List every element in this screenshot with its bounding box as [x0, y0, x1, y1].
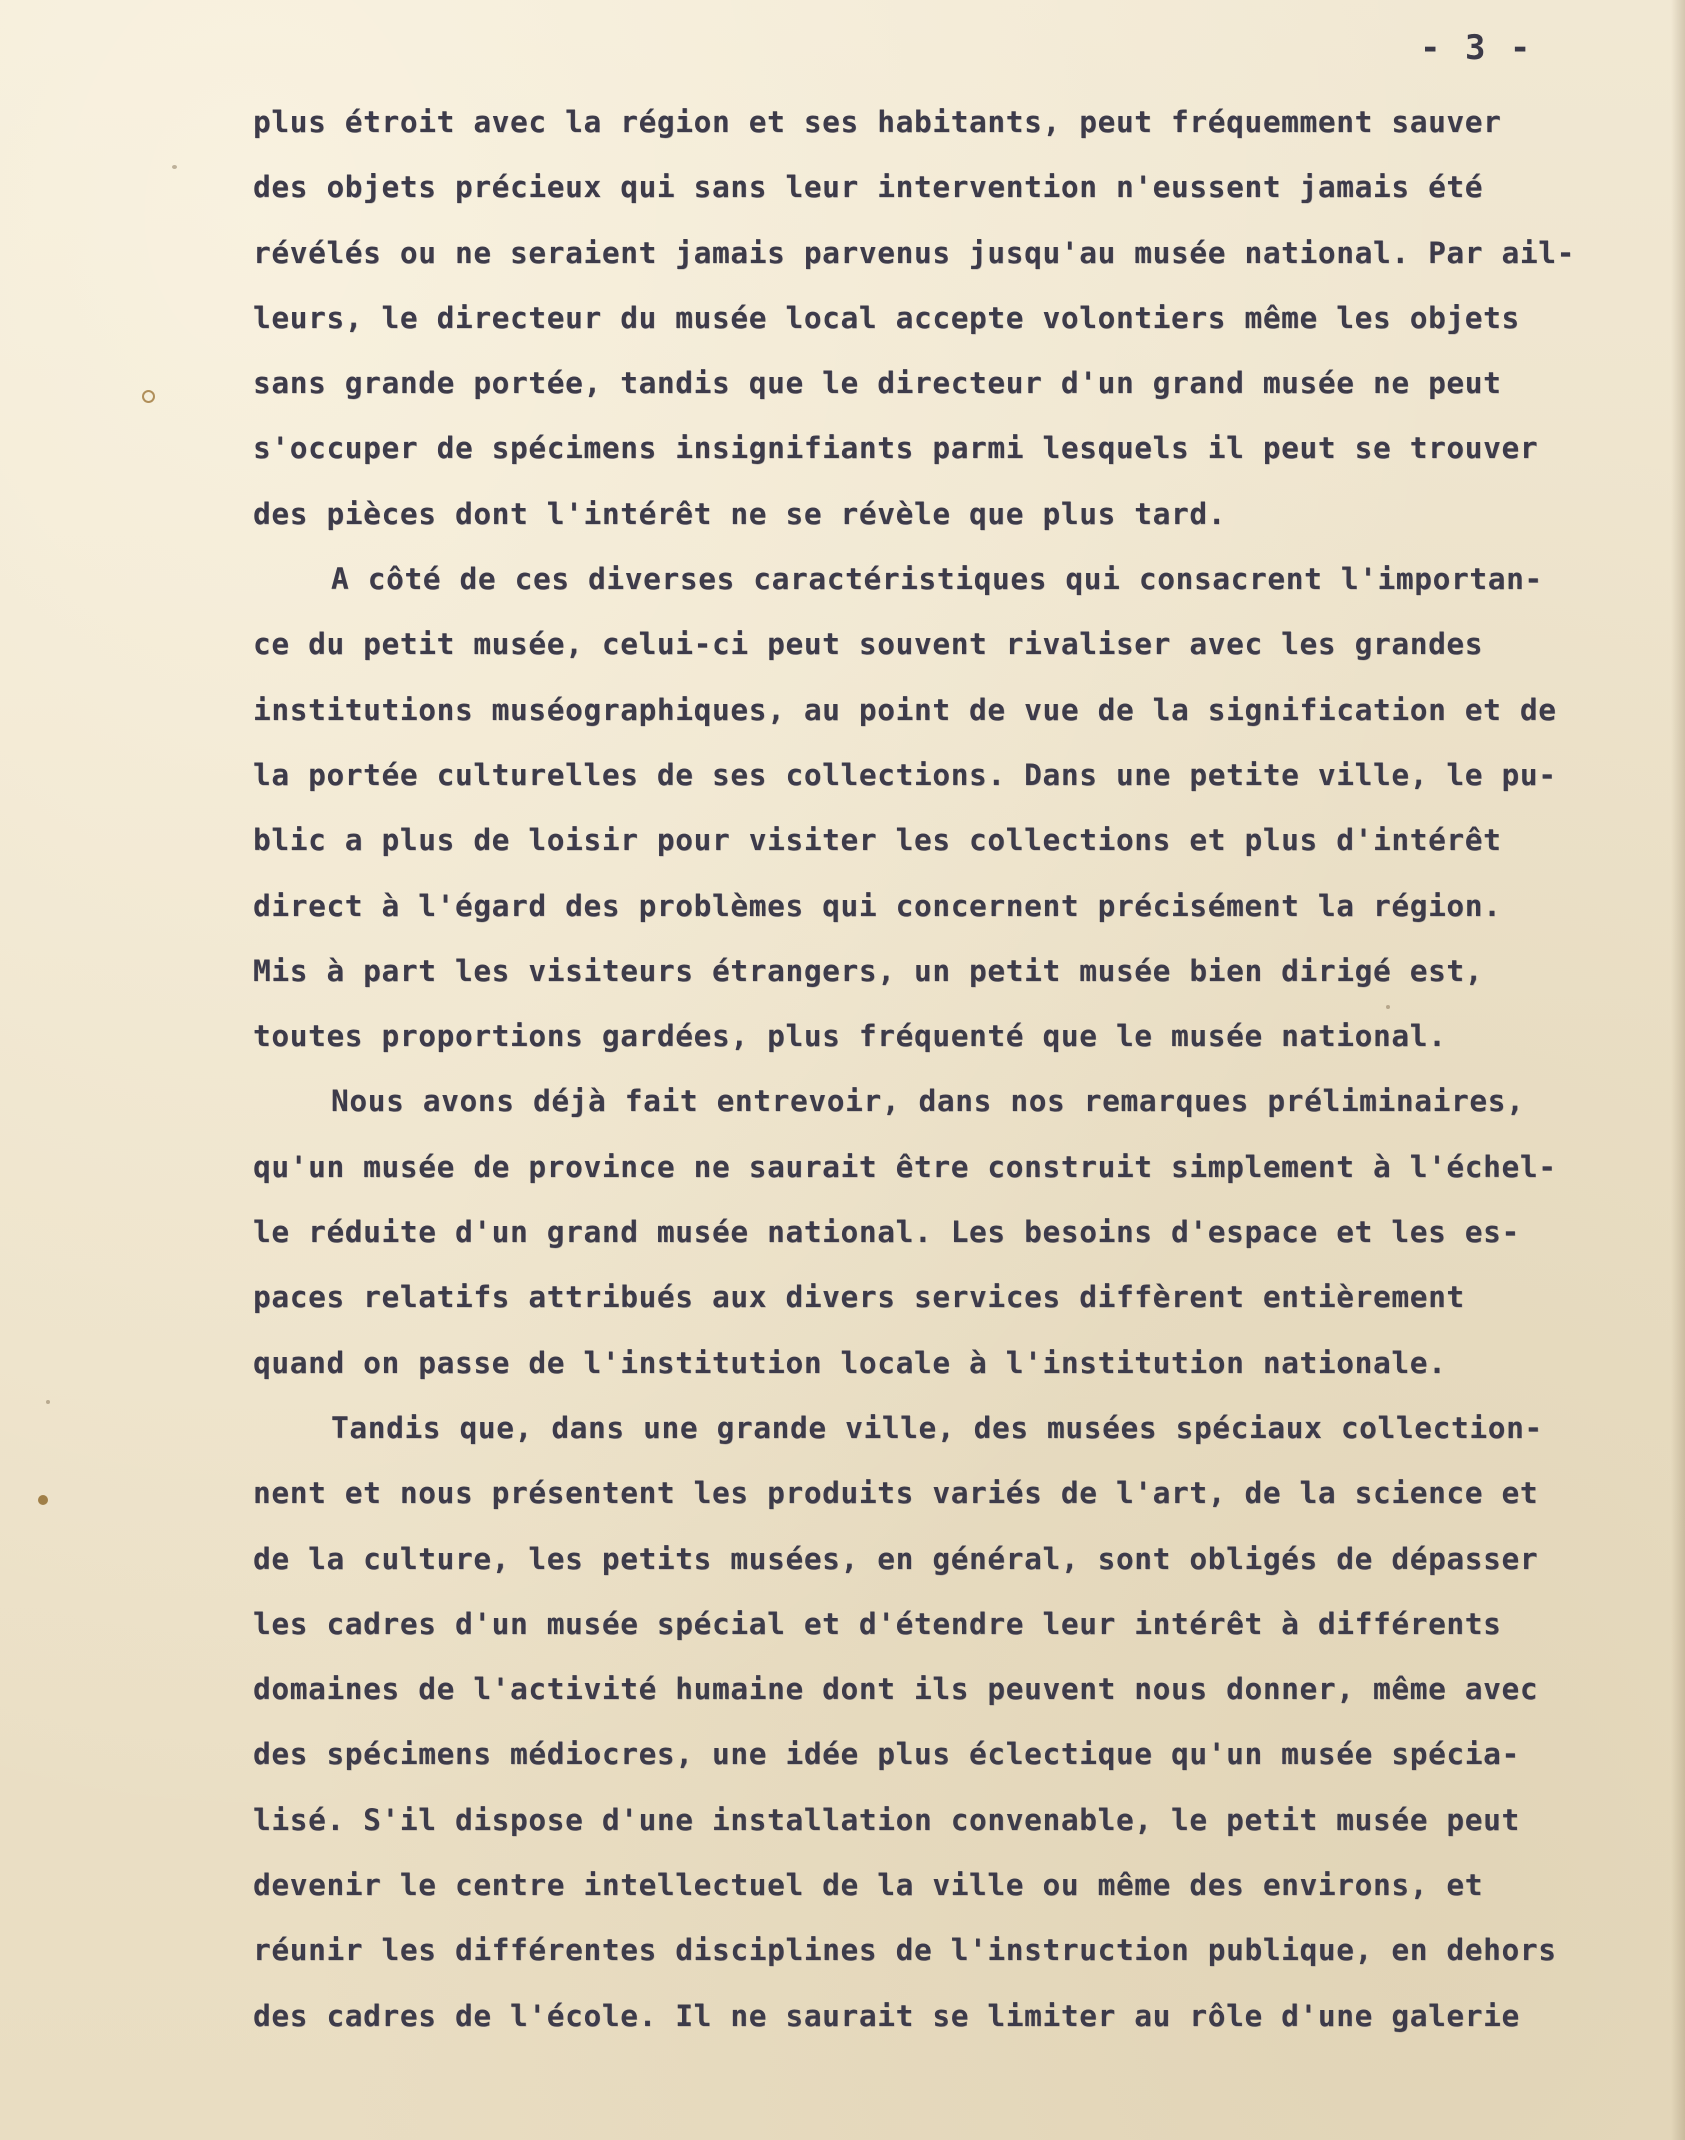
text-line: ce du petit musée, celui-ci peut souvent rivaliser avec les grandes: [253, 627, 1484, 662]
text-line: Mis à part les visiteurs étrangers, un petit musée bien dirigé est,: [253, 953, 1484, 988]
text-line: sans grande portée, tandis que le directeur d'un grand musée ne peut: [253, 366, 1502, 401]
paragraph-first-line: A côté de ces diverses caractéristiques qui consacrent l'importan-: [331, 562, 1543, 597]
text-line: direct à l'égard des problèmes qui concernent précisément la région.: [253, 888, 1502, 923]
text-line: révélés ou ne seraient jamais parvenus jusqu'au musée national. Par ail-: [253, 235, 1575, 270]
paragraph-first-line: Tandis que, dans une grande ville, des musées spéciaux collection-: [331, 1410, 1543, 1445]
text-line: des objets précieux qui sans leur intervention n'eussent jamais été: [253, 170, 1484, 205]
text-line: de la culture, les petits musées, en général, sont obligés de dépasser: [253, 1541, 1539, 1576]
paper-speck: [172, 165, 177, 169]
punch-hole-mark: [142, 390, 155, 403]
paragraph-first-line: Nous avons déjà fait entrevoir, dans nos remarques préliminaires,: [331, 1084, 1525, 1119]
text-line: les cadres d'un musée spécial et d'étendre leur intérêt à différents: [253, 1606, 1502, 1641]
text-line: s'occuper de spécimens insignifiants parmi lesquels il peut se trouver: [253, 431, 1539, 466]
text-line: blic a plus de loisir pour visiter les collections et plus d'intérêt: [253, 823, 1502, 858]
text-line: lisé. S'il dispose d'une installation convenable, le petit musée peut: [253, 1802, 1520, 1837]
text-line: toutes proportions gardées, plus fréquenté que le musée national.: [253, 1019, 1447, 1054]
text-line: devenir le centre intellectuel de la ville ou même des environs, et: [253, 1868, 1484, 1903]
body-text: [253, 90, 1673, 2049]
text-line: la portée culturelles de ses collections. Dans une petite ville, le pu-: [253, 757, 1557, 792]
paper-speck: [46, 1400, 50, 1404]
text-line: le réduite d'un grand musée national. Les besoins d'espace et les es-: [253, 1215, 1520, 1250]
text-line: des pièces dont l'intérêt ne se révèle que plus tard.: [253, 496, 1227, 531]
text-line: qu'un musée de province ne saurait être construit simplement à l'échel-: [253, 1149, 1557, 1184]
text-line: des cadres de l'école. Il ne saurait se limiter au rôle d'une galerie: [253, 1998, 1520, 2033]
page-edge-shadow: [1671, 0, 1685, 2140]
punch-hole-mark: [38, 1495, 48, 1505]
text-line: paces relatifs attribués aux divers services diffèrent entièrement: [253, 1280, 1465, 1315]
text-line: nent et nous présentent les produits variés de l'art, de la science et: [253, 1476, 1539, 1511]
text-line: plus étroit avec la région et ses habitants, peut fréquemment sauver: [253, 105, 1502, 139]
text-line: institutions muséographiques, au point de vue de la signification et de: [253, 692, 1557, 727]
text-line: des spécimens médiocres, une idée plus éclectique qu'un musée spécia-: [253, 1737, 1520, 1772]
text-line: quand on passe de l'institution locale à l'institution nationale.: [253, 1345, 1447, 1380]
text-line: leurs, le directeur du musée local accepte volontiers même les objets: [253, 300, 1520, 335]
text-line: domaines de l'activité humaine dont ils peuvent nous donner, même avec: [253, 1672, 1539, 1707]
text-line: réunir les différentes disciplines de l'instruction publique, en dehors: [253, 1933, 1557, 1968]
page-number: - 3 -: [1420, 28, 1533, 68]
